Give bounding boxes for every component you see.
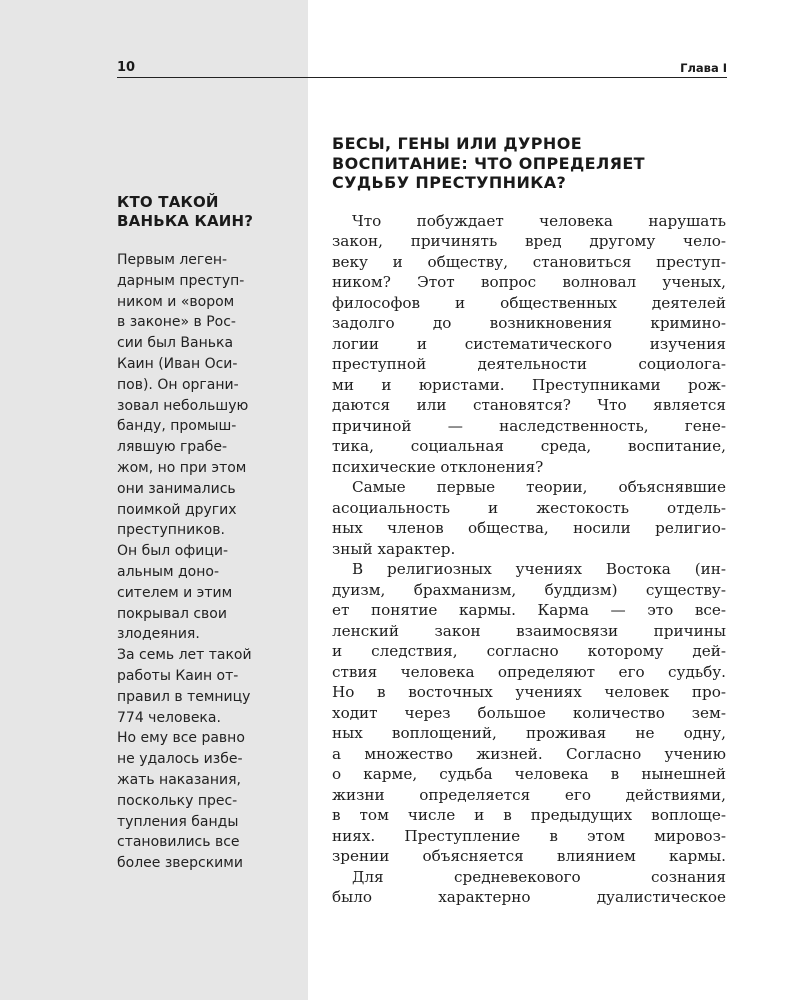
article-text-line: Самые первые теории, объяснявшие: [352, 478, 726, 496]
main-article: [332, 134, 726, 908]
sidebar-text-line: тупления банды: [117, 813, 239, 830]
sidebar-text-line: Но ему все равно: [117, 730, 245, 747]
article-title-line: ВОСПИТАНИЕ: ЧТО ОПРЕДЕЛЯЕТ: [332, 153, 645, 173]
sidebar-box: [117, 193, 289, 874]
running-header: [117, 60, 727, 78]
article-text-line: ми и юристами. Преступниками рож-: [332, 375, 726, 394]
article-text-line: тика, социальная среда, воспитание,: [332, 437, 726, 455]
sidebar-text-line: Каин (Иван Оси-: [117, 355, 238, 372]
sidebar-text-line: пов). Он органи-: [117, 376, 239, 393]
article-text-line: даются или становятся? Что является: [332, 396, 726, 414]
article-title: [332, 134, 726, 193]
article-text-line: психические отклонения?: [332, 457, 544, 476]
sidebar-text-line: сителем и этим: [117, 584, 233, 601]
article-text-line: философов и общественных деятелей: [332, 293, 726, 312]
sidebar-text-line: в законе» в Рос-: [117, 314, 236, 331]
sidebar-text-line: жать наказания,: [117, 771, 241, 788]
article-text-line: закон, причинять вред другому чело-: [332, 232, 726, 250]
article-text-line: ленский закон взаимосвязи причины: [332, 621, 726, 640]
sidebar-title: [117, 193, 289, 231]
sidebar-text-line: злодеяния.: [117, 626, 200, 643]
article-text-line: в том числе и в предыдущих воплоще-: [332, 806, 726, 824]
sidebar-text-line: поимкой других: [117, 501, 237, 518]
sidebar-text-line: не удалось избе-: [117, 751, 243, 768]
sidebar-text-line: зовал небольшую: [117, 397, 249, 414]
sidebar-text-line: За семь лет такой: [117, 647, 252, 664]
sidebar-text-line: становились все: [117, 834, 240, 851]
article-text-line: асоциальность и жестокость отдель-: [332, 498, 726, 517]
sidebar-text-line: поскольку прес-: [117, 792, 238, 809]
article-text-line: причиной — наследственность, гене-: [332, 416, 726, 435]
article-title-line: БЕСЫ, ГЕНЫ ИЛИ ДУРНОЕ: [332, 134, 583, 153]
sidebar-text: [117, 250, 289, 874]
sidebar-text-line: они занимались: [117, 480, 236, 497]
article-text-line: а множество жизней. Согласно учению: [332, 744, 726, 763]
sidebar-text-line: ником и «вором: [117, 293, 235, 310]
chapter-label: Глава I: [680, 61, 727, 75]
article-text-line: Но в восточных учениях человек про-: [332, 683, 726, 701]
article-text-line: зный характер.: [332, 539, 456, 558]
sidebar-text-line: работы Каин от-: [117, 667, 239, 684]
article-text-line: было характерно дуалистическое: [332, 888, 726, 906]
article-text-line: логии и систематического изучения: [332, 334, 726, 353]
sidebar-text-line: лявшую грабе-: [117, 439, 228, 456]
article-title-line: СУДЬБУ ПРЕСТУПНИКА?: [332, 173, 567, 192]
article-text-line: ных членов общества, носили религио-: [332, 519, 726, 537]
sidebar-text-line: дарным преступ-: [117, 272, 245, 289]
article-text-line: преступной деятельности социолога-: [332, 355, 726, 373]
article-text-line: ет понятие кармы. Карма — это все-: [332, 601, 726, 619]
sidebar-text-line: более зверскими: [117, 855, 243, 872]
sidebar-title-line: КТО ТАКОЙ: [117, 193, 219, 211]
article-text-line: о карме, судьба человека в нынешней: [332, 765, 726, 783]
article-text-line: ных воплощений, проживая не одну,: [332, 724, 726, 742]
sidebar-text-line: сии был Ванька: [117, 335, 234, 352]
sidebar-title-line: ВАНЬКА КАИН?: [117, 212, 254, 230]
sidebar-text-line: преступников.: [117, 522, 225, 539]
sidebar-text-line: правил в темницу: [117, 688, 251, 705]
sidebar-text-line: Он был офици-: [117, 543, 229, 560]
article-text-line: ниях. Преступление в этом мировоз-: [332, 826, 726, 845]
sidebar-text-line: покрывал свои: [117, 605, 227, 622]
article-text-line: ником? Этот вопрос волновал ученых,: [332, 273, 726, 291]
article-text-line: дуизм, брахманизм, буддизм) существу-: [332, 580, 726, 599]
article-text-line: и следствия, согласно которому дей-: [332, 642, 726, 660]
article-body: [332, 211, 726, 908]
sidebar-text-line: Первым леген-: [117, 252, 228, 268]
article-text-line: задолго до возникновения кримино-: [332, 314, 726, 332]
article-text-line: В религиозных учениях Востока (ин-: [352, 560, 726, 578]
article-text-line: зрении объясняется влиянием кармы.: [332, 847, 726, 865]
sidebar-text-line: альным доно-: [117, 563, 220, 580]
page-number: 10: [117, 60, 136, 75]
sidebar-text-line: жом, но при этом: [117, 459, 247, 476]
sidebar-text-line: 774 человека.: [117, 709, 221, 726]
article-text-line: жизни определяется его действиями,: [332, 785, 726, 804]
article-text-line: веку и обществу, становиться преступ-: [332, 252, 726, 271]
sidebar-text-line: банду, промыш-: [117, 418, 237, 435]
article-text-line: ствия человека определяют его судьбу.: [332, 662, 726, 681]
article-text-line: Для средневекового сознания: [352, 867, 726, 886]
article-text-line: Что побуждает человека нарушать: [352, 211, 726, 230]
article-text-line: ходит через большое количество зем-: [332, 703, 726, 722]
